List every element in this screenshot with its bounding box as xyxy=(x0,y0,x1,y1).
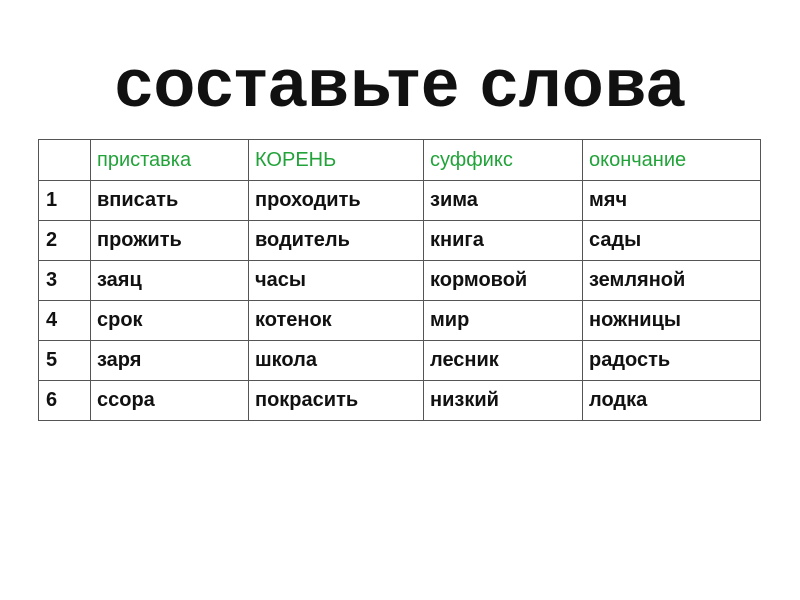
header-ending: окончание xyxy=(583,140,761,181)
table-cell: вписать xyxy=(91,181,249,221)
header-root: КОРЕНЬ xyxy=(249,140,424,181)
table-cell: школа xyxy=(249,341,424,381)
row-number: 2 xyxy=(39,221,91,261)
table-cell: зима xyxy=(424,181,583,221)
table-cell: котенок xyxy=(249,301,424,341)
row-number: 5 xyxy=(39,341,91,381)
table-cell: низкий xyxy=(424,381,583,421)
table-row xyxy=(39,301,761,341)
table-cell: проходить xyxy=(249,181,424,221)
header-suffix: суффикс xyxy=(424,140,583,181)
word-parts-table xyxy=(38,139,761,421)
row-number: 1 xyxy=(39,181,91,221)
row-number: 6 xyxy=(39,381,91,421)
table-row xyxy=(39,381,761,421)
header-number xyxy=(39,140,91,181)
table-cell: радость xyxy=(583,341,761,381)
row-number: 3 xyxy=(39,261,91,301)
table-cell: срок xyxy=(91,301,249,341)
table-cell: лесник xyxy=(424,341,583,381)
table-row xyxy=(39,181,761,221)
table-header-row xyxy=(39,140,761,181)
table-cell: часы xyxy=(249,261,424,301)
table-row xyxy=(39,221,761,261)
table-row xyxy=(39,341,761,381)
table-cell: заяц xyxy=(91,261,249,301)
table-cell: мир xyxy=(424,301,583,341)
header-prefix: приставка xyxy=(91,140,249,181)
table-cell: покрасить xyxy=(249,381,424,421)
table-cell: мяч xyxy=(583,181,761,221)
table-cell: книга xyxy=(424,221,583,261)
table-cell: земляной xyxy=(583,261,761,301)
table-cell: заря xyxy=(91,341,249,381)
table-cell: водитель xyxy=(249,221,424,261)
table-cell: лодка xyxy=(583,381,761,421)
table-cell: кормовой xyxy=(424,261,583,301)
table-row xyxy=(39,261,761,301)
table-cell: прожить xyxy=(91,221,249,261)
table-cell: сады xyxy=(583,221,761,261)
table-cell: ножницы xyxy=(583,301,761,341)
row-number: 4 xyxy=(39,301,91,341)
page-title: составьте слова xyxy=(114,45,686,121)
table-cell: ссора xyxy=(91,381,249,421)
